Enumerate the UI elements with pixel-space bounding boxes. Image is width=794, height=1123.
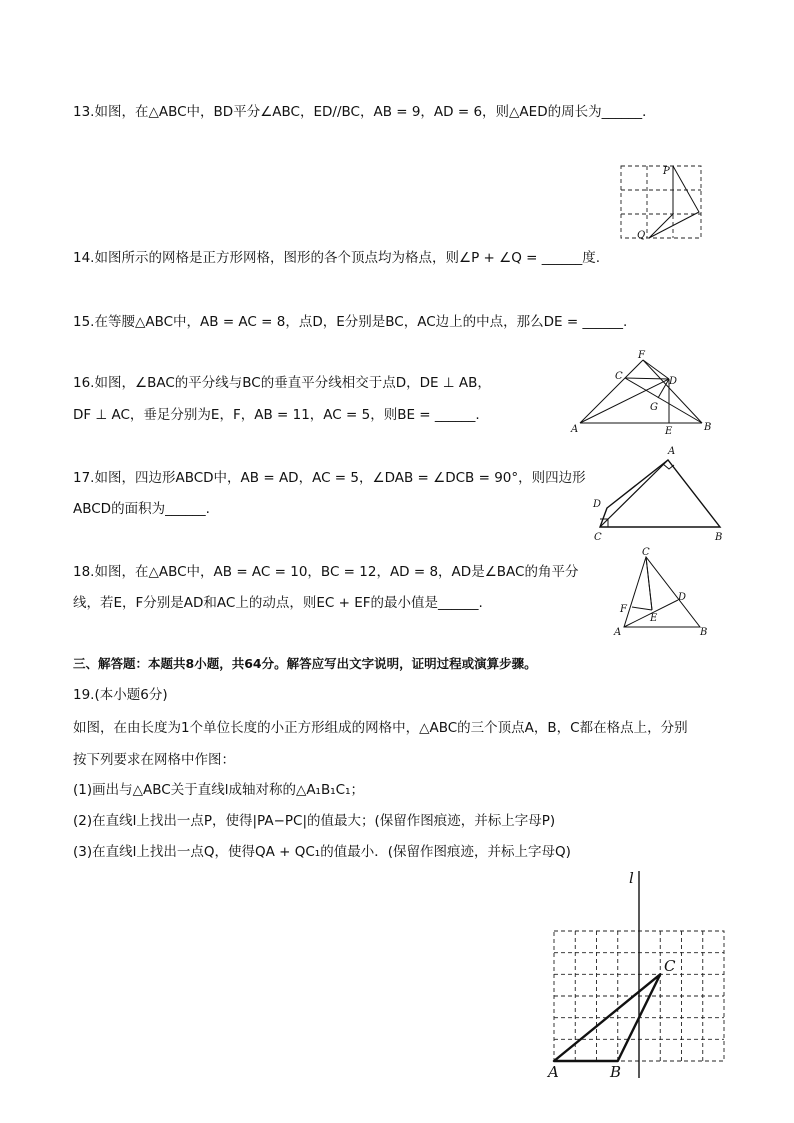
question-19-intro-1: 如图，在由长度为1个单位长度的小正方形组成的网格中，△ABC的三个顶点A，B，C都在格点上，分别 (73, 720, 688, 736)
question-16-line-2: DF ⊥ AC，垂足分别为E，F，AB = 11，AC = 5，则BE = ______. (73, 407, 480, 423)
q16-figure (565, 348, 715, 438)
q18-label-f: F (620, 604, 627, 615)
question-18-line-1: 18.如图，在△ABC中，AB = AC = 10，BC = 12，AD = 8，AD是∠BAC的角平分 (73, 564, 579, 580)
q18-label-d: D (678, 592, 687, 603)
question-19-item-3: (3)在直线l上找出一点Q，使得QA + QC₁的值最小．(保留作图痕迹，并标上字母Q) (73, 844, 571, 860)
question-17-line-1: 17.如图，四边形ABCD中，AB = AD，AC = 5，∠DAB = ∠DCB = 90°，则四边形 (73, 470, 586, 486)
q16-label-a: A (571, 424, 579, 435)
question-15: 15.在等腰△ABC中，AB = AC = 8，点D，E分别是BC，AC边上的中点，那么DE = ______. (73, 314, 628, 330)
q16-label-e: E (665, 426, 673, 437)
q17-label-d: D (593, 499, 602, 510)
q16-label-b: B (704, 422, 712, 433)
q18-label-a: A (614, 627, 622, 638)
question-19-item-1: (1)画出与△ABC关于直线l成轴对称的△A₁B₁C₁； (73, 782, 364, 798)
q16-label-f: F (638, 350, 645, 361)
q14-label-p: P (663, 166, 670, 177)
question-19-number: 19.(本小题6分) (73, 687, 168, 703)
q19-label-a: A (548, 1063, 559, 1081)
q17-figure (590, 440, 730, 545)
q17-label-c: C (594, 532, 602, 543)
q14-lines (649, 166, 699, 238)
question-14: 14.如图所示的网格是正方形网格，图形的各个顶点均为格点，则∠P + ∠Q = ______度. (73, 250, 601, 266)
q18-label-e: E (650, 613, 658, 624)
q18-figure (608, 545, 718, 643)
question-18-line-2: 线，若E，F分别是AD和AC上的动点，则EC + EF的最小值是______. (73, 595, 483, 611)
q19-label-l: l (629, 869, 634, 887)
section-3-heading: 三、解答题：本题共8小题，共64分。解答应写出文字说明，证明过程或演算步骤。 (73, 656, 537, 671)
q19-figure (545, 868, 735, 1083)
question-13: 13.如图，在△ABC中，BD平分∠ABC，ED//BC，AB = 9，AD = 6，则△AED的周长为______． (73, 104, 656, 120)
question-19-intro-2: 按下列要求在网格中作图： (73, 752, 235, 768)
q19-label-c: C (664, 957, 676, 975)
question-19-item-2: (2)在直线l上找出一点P，使得|PA−PC|的值最大；(保留作图痕迹，并标上字母P) (73, 813, 556, 829)
q18-label-b: B (700, 627, 708, 638)
q16-label-g: G (650, 402, 658, 413)
q17-label-a: A (668, 446, 676, 457)
question-17-line-2: ABCD的面积为______. (73, 501, 210, 517)
q16-label-d: D (669, 376, 678, 387)
q18-label-c: C (642, 547, 650, 558)
q14-grid (621, 166, 701, 238)
q19-label-b: B (610, 1063, 622, 1081)
q17-label-b: B (715, 532, 723, 543)
question-16-line-1: 16.如图，∠BAC的平分线与BC的垂直平分线相交于点D，DE ⊥ AB， (73, 375, 491, 391)
q16-label-c: C (615, 371, 623, 382)
q14-figure (615, 160, 707, 242)
q14-label-q: Q (637, 230, 646, 241)
